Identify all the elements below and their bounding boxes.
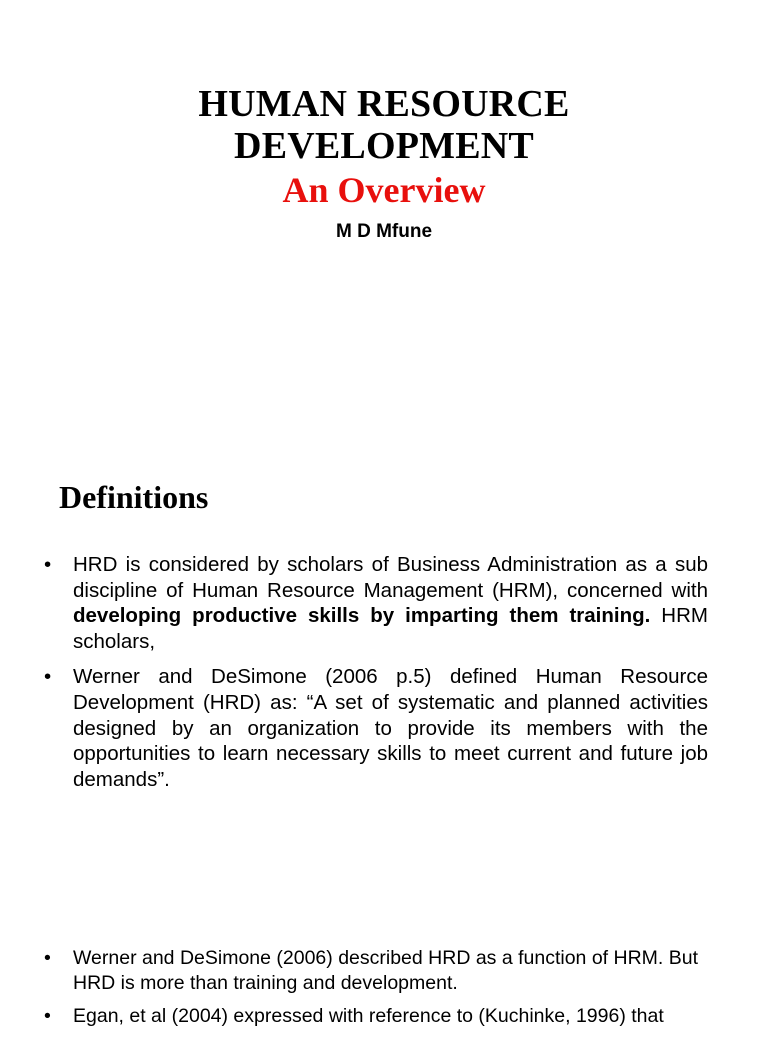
list-item <box>44 664 708 792</box>
definitions-heading: Definitions <box>59 479 209 515</box>
title-line-1: HUMAN RESOURCE <box>198 83 570 125</box>
continuation-list <box>44 946 708 1037</box>
list-item <box>44 552 708 654</box>
list-item-text: HRM scholars, <box>73 604 708 653</box>
list-item <box>44 946 708 996</box>
definitions-list <box>44 552 708 802</box>
list-item <box>44 1004 708 1029</box>
list-item-emphasis: developing productive skills by imparting them training. <box>73 604 651 628</box>
subtitle: An Overview <box>282 170 486 210</box>
bullet-icon: • <box>44 947 51 969</box>
author-name: M D Mfune <box>335 221 433 242</box>
title-slide <box>0 0 768 290</box>
list-item-text: HRD is considered by scholars of Business Administration as a sub discipline of Human Resource Management (HRM), concerned with <box>73 553 708 602</box>
list-item-text: Egan, et al (2004) expressed with reference to (Kuchinke, 1996) that <box>73 1005 664 1027</box>
list-item-text: Werner and DeSimone (2006) described HRD as a function of HRM. But HRD is more than training and development. <box>73 947 699 994</box>
list-item-text: Werner and DeSimone (2006 p.5) defined Human Resource Development (HRD) as: “A set of systematic and planned activities designed by an organization to provide its members with the opportunities to learn necessary skills to meet current and future job demands”. <box>73 665 708 791</box>
title-line-2: DEVELOPMENT <box>234 125 534 167</box>
bullet-icon: • <box>44 665 52 689</box>
bullet-icon: • <box>44 553 52 576</box>
bullet-icon: • <box>44 1005 51 1027</box>
